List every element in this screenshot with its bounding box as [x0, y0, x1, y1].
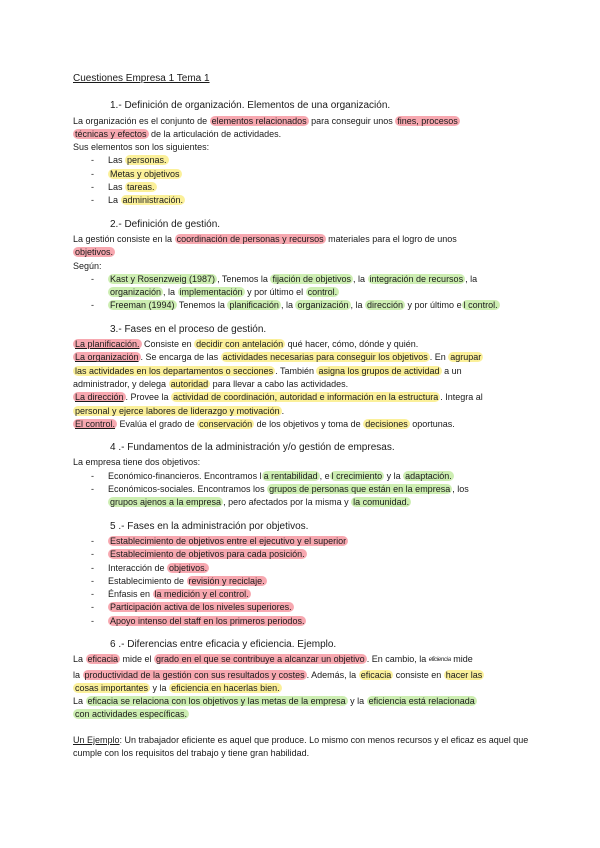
text: y la [347, 696, 367, 707]
highlight: El control. [75, 418, 116, 429]
list-item [73, 535, 533, 548]
highlight: decidir con antelación [196, 339, 284, 350]
highlight: productividad de la gestión con sus resultados y costes [84, 669, 305, 680]
highlight: dirección [367, 300, 404, 311]
highlight: cosas importantes [75, 682, 149, 693]
highlight: Apoyo intenso del staff en los primeros periodos. [110, 615, 305, 626]
highlight: eficiencia en hacerlas bien. [171, 682, 280, 693]
highlight: organización [297, 300, 349, 311]
text: La [108, 195, 121, 206]
highlight: elementos relacionados [211, 115, 307, 126]
section-6-paragraph-2 [73, 695, 533, 722]
highlight: grupos ajenos a la empresa [110, 497, 222, 508]
phase-planificacion [73, 338, 533, 351]
example-label: Un Ejemplo [73, 734, 120, 745]
text: Las [108, 155, 126, 166]
text: , e [319, 470, 330, 481]
highlight: Kast y Rosenzweig (1987) [110, 273, 216, 284]
highlight: grupos de personas que están en la empresa [269, 484, 451, 495]
highlight: técnicas y efectos [75, 128, 147, 139]
text: Interacción de [108, 562, 168, 573]
section-1 [73, 99, 533, 207]
highlight: asigna los grupos de actividad [318, 365, 440, 376]
section-5 [73, 520, 533, 628]
text: Económico-financieros. Encontramos l [108, 470, 262, 481]
highlight: l crecimiento [331, 470, 383, 481]
list-item [73, 273, 533, 300]
handwritten-word: eficiencia [428, 657, 451, 664]
text: La organización es el conjunto de [73, 115, 210, 126]
list-item [73, 181, 533, 194]
text: Consiste en [141, 339, 195, 350]
highlight: actividades necesarias para conseguir los objetivos [222, 352, 428, 363]
text: y la [384, 470, 404, 481]
highlight: eficacia [360, 669, 392, 680]
section-2 [73, 218, 533, 313]
text: La gestión consiste en la [73, 233, 175, 244]
highlight: l control. [463, 300, 498, 311]
text: , la [280, 300, 296, 311]
section-5-list [73, 535, 533, 628]
highlight: actividad de coordinación, autoridad e información en la estructura [173, 392, 439, 403]
highlight: personal y ejerce labores de liderazgo y motivación [75, 405, 280, 416]
highlight: Metas y objetivos [110, 168, 180, 179]
text: de los objetivos y toma de [254, 418, 364, 429]
list-item [73, 562, 533, 575]
text: , la [163, 287, 178, 298]
highlight: La dirección [75, 392, 124, 403]
example-paragraph [73, 734, 533, 761]
highlight: la comunidad. [353, 497, 410, 508]
text: mide el [120, 654, 155, 665]
list-item [73, 615, 533, 628]
list-item [73, 548, 533, 561]
highlight: tareas. [127, 182, 155, 193]
highlight: planificación [229, 300, 279, 311]
text: administrador, y delega [73, 378, 169, 389]
highlight: Establecimiento de objetivos entre el ejecutivo y el superior [110, 535, 347, 546]
highlight: revisión y reciclaje. [188, 575, 265, 586]
section-4-intro: La empresa tiene dos objetivos: [73, 457, 201, 468]
section-3-heading: 3.- Fases en el proceso de gestión. [110, 323, 267, 335]
text: Económicos-sociales. Encontramos los [108, 484, 268, 495]
text: . En [429, 352, 449, 363]
highlight: autoridad [170, 378, 209, 389]
highlight: Participación activa de los niveles superiores. [110, 602, 292, 613]
text: y la [150, 682, 170, 693]
list-item [73, 154, 533, 167]
highlight: fines, procesos [397, 115, 458, 126]
list-item [73, 588, 533, 601]
text: oportunas. [409, 418, 455, 429]
highlight: agrupar [450, 352, 482, 363]
text: . Se encarga de las [140, 352, 221, 363]
section-2-heading: 2.- Definición de gestión. [110, 218, 221, 230]
text: Tenemos la [176, 300, 228, 311]
section-2-paragraph [73, 233, 533, 260]
text: , los [452, 484, 469, 495]
highlight: grado en el que se contribuye a alcanzar un objetivo [156, 654, 365, 665]
section-4 [73, 441, 533, 509]
text: , Tenemos la [217, 273, 271, 284]
text: . [281, 405, 285, 416]
highlight: decisiones [365, 418, 408, 429]
text: consiste en [393, 669, 444, 680]
highlight: a rentabilidad [263, 470, 318, 481]
section-1-heading: 1.- Definición de organización. Elementos de una organización. [110, 100, 391, 112]
highlight: La organización [75, 352, 139, 363]
highlight: coordinación de personas y recursos [176, 233, 324, 244]
phase-direccion [73, 391, 533, 418]
text: para conseguir unos [308, 115, 396, 126]
text: Establecimiento de [108, 575, 187, 586]
section-1-paragraph [73, 115, 533, 142]
highlight: eficacia se relaciona con los objetivos y las metas de la empresa [87, 696, 346, 707]
text: . Además, la [306, 669, 359, 680]
highlight: administración. [122, 195, 184, 206]
list-item [73, 168, 533, 181]
text: , la [353, 273, 368, 284]
text: La [73, 696, 86, 707]
text: , la [350, 300, 366, 311]
highlight: las actividades en los departamentos o secciones [75, 365, 274, 376]
text: y por último e [405, 300, 462, 311]
highlight: control. [307, 287, 338, 298]
phase-control [73, 418, 533, 431]
text: la [73, 669, 83, 680]
text: materiales para el logro de unos [325, 233, 457, 244]
text: mide [450, 654, 473, 665]
text: de la articulación de actividades. [148, 128, 282, 139]
text: y por último el [244, 287, 306, 298]
highlight: objetivos. [169, 562, 208, 573]
text: , pero afectados por la misma y [223, 497, 352, 508]
highlight: conservación [199, 418, 253, 429]
section-6 [73, 638, 533, 722]
highlight: organización [110, 287, 162, 298]
list-item [73, 299, 533, 312]
highlight: implementación [179, 287, 243, 298]
text: Las [108, 182, 126, 193]
text: . Integra al [440, 392, 483, 403]
document-title: Cuestiones Empresa 1 Tema 1 [73, 73, 210, 84]
highlight: Freeman (1994) [110, 300, 175, 311]
text: . También [275, 365, 317, 376]
highlight: eficacia [87, 654, 119, 665]
section-1-intro: Sus elementos son los siguientes: [73, 142, 210, 153]
section-5-heading: 5 .- Fases en la administración por objetivos. [110, 520, 309, 532]
highlight: La planificación. [75, 339, 140, 350]
text: . Provee la [125, 392, 172, 403]
list-item [73, 483, 533, 510]
phase-organizacion [73, 351, 533, 391]
highlight: eficiencia está relacionada [368, 696, 475, 707]
text: Énfasis en [108, 589, 153, 600]
text: La [73, 654, 86, 665]
section-4-heading: 4 .- Fundamentos de la administración y/o gestión de empresas. [110, 442, 395, 454]
text: qué hacer, cómo, dónde y quién. [285, 339, 419, 350]
example-text: : Un trabajador eficiente es aquel que produce. Lo mismo con menos recursos y el eficaz es aquel que cumple con los requisitos del trabajo y tiene gran habilidad. [73, 734, 529, 759]
highlight: personas. [127, 155, 167, 166]
section-2-list [73, 273, 533, 313]
highlight: adaptación. [405, 470, 452, 481]
highlight: con actividades específicas. [75, 709, 188, 720]
document-page [73, 72, 533, 760]
highlight: fijación de objetivos [272, 273, 351, 284]
list-item [73, 575, 533, 588]
text: . En cambio, la [366, 654, 429, 665]
text: , la [465, 273, 478, 284]
highlight: hacer las [445, 669, 483, 680]
text: a un [441, 365, 462, 376]
list-item [73, 601, 533, 614]
list-item [73, 194, 533, 207]
section-1-list [73, 154, 533, 207]
text: para llevar a cabo las actividades. [210, 378, 349, 389]
text: Evalúa el grado de [117, 418, 198, 429]
highlight: Establecimiento de objetivos para cada posición. [110, 549, 305, 560]
highlight: integración de recursos [369, 273, 464, 284]
section-3 [73, 323, 533, 431]
section-2-segun: Según: [73, 260, 102, 271]
section-6-heading: 6 .- Diferencias entre eficacia y eficiencia. Ejemplo. [110, 638, 337, 650]
section-4-list [73, 470, 533, 510]
section-6-paragraph-1 [73, 653, 533, 695]
list-item [73, 470, 533, 483]
highlight: objetivos. [75, 247, 114, 258]
highlight: la medición y el control. [154, 589, 249, 600]
